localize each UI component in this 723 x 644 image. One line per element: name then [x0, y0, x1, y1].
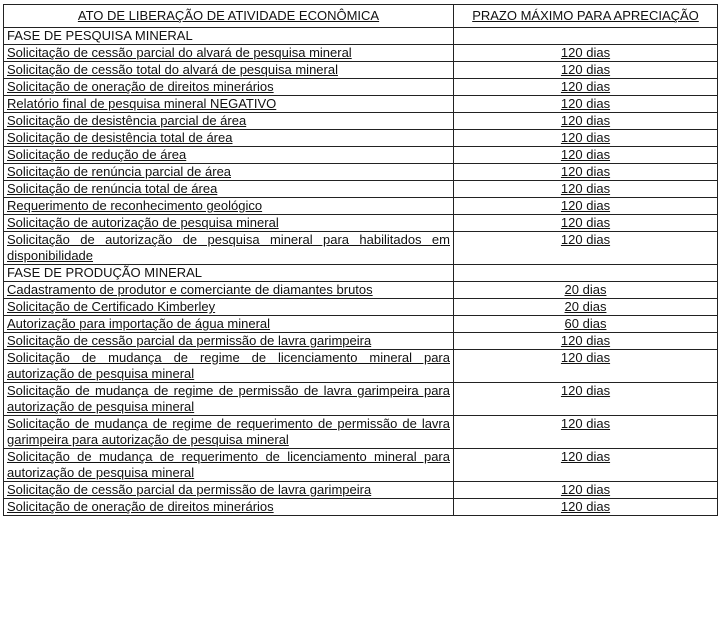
- table-row: [4, 62, 718, 79]
- act-cell: [4, 198, 454, 215]
- deadline-cell: [454, 215, 718, 232]
- act-cell: [4, 350, 454, 383]
- table-row: [4, 282, 718, 299]
- table-header-row: [4, 5, 718, 28]
- deadline-cell: [454, 62, 718, 79]
- deadline-text: 120 dias: [560, 130, 611, 145]
- act-cell: [4, 130, 454, 147]
- table-row: [4, 499, 718, 516]
- act-text: Cadastramento de produtor e comerciante de diamantes brutos: [7, 282, 373, 297]
- deadline-text: 120 dias: [560, 449, 611, 464]
- deadline-text: 120 dias: [560, 215, 611, 230]
- act-cell: [4, 232, 454, 265]
- deadline-text: 120 dias: [560, 383, 611, 398]
- act-text: Solicitação de cessão parcial da permissão de lavra garimpeira: [7, 482, 372, 497]
- deadline-cell: [454, 96, 718, 113]
- act-text: Requerimento de reconhecimento geológico: [7, 198, 263, 213]
- deadline-text: 120 dias: [560, 499, 611, 514]
- deadline-cell: [454, 130, 718, 147]
- act-cell: [4, 316, 454, 333]
- deadline-cell: [454, 198, 718, 215]
- deadline-cell: [454, 282, 718, 299]
- act-cell: [4, 79, 454, 96]
- act-cell: [4, 96, 454, 113]
- act-cell: [4, 45, 454, 62]
- deadline-cell: [454, 482, 718, 499]
- deadline-text: 120 dias: [560, 113, 611, 128]
- document-page: [3, 4, 717, 516]
- table-row: [4, 198, 718, 215]
- deadline-cell: [454, 299, 718, 316]
- act-text: Solicitação de cessão total do alvará de pesquisa mineral: [7, 62, 338, 77]
- deadline-cell: [454, 164, 718, 181]
- deadline-text: 120 dias: [560, 181, 611, 196]
- table-row: [4, 449, 718, 482]
- table-row: [4, 383, 718, 416]
- table-row: [4, 215, 718, 232]
- act-text: Solicitação de renúncia parcial de área: [7, 164, 232, 179]
- deadline-cell: [454, 316, 718, 333]
- deadline-text: 20 dias: [564, 282, 607, 297]
- deadline-text: 20 dias: [564, 299, 607, 314]
- deadline-text: 120 dias: [560, 79, 611, 94]
- section-title-spacer: [454, 28, 718, 45]
- act-cell: [4, 499, 454, 516]
- deadline-text: 120 dias: [560, 45, 611, 60]
- act-text: Solicitação de desistência total de área: [7, 130, 233, 145]
- act-text: Solicitação de autorização de pesquisa mineral: [7, 215, 279, 230]
- table-body: [4, 28, 718, 516]
- act-cell: [4, 449, 454, 482]
- table-row: [4, 147, 718, 164]
- deadline-cell: [454, 147, 718, 164]
- act-cell: [4, 62, 454, 79]
- deadline-text: 120 dias: [560, 482, 611, 497]
- deadline-cell: [454, 232, 718, 265]
- section-header-row: [4, 265, 718, 282]
- act-text: Relatório final de pesquisa mineral NEGATIVO: [7, 96, 277, 111]
- deadline-text: 120 dias: [560, 350, 611, 365]
- act-cell: [4, 282, 454, 299]
- table-row: [4, 113, 718, 130]
- act-text: Solicitação de renúncia total de área: [7, 181, 218, 196]
- deadline-cell: [454, 79, 718, 96]
- act-cell: [4, 164, 454, 181]
- act-cell: [4, 147, 454, 164]
- section-title: FASE DE PESQUISA MINERAL: [4, 28, 454, 45]
- table-row: [4, 96, 718, 113]
- deadline-cell: [454, 333, 718, 350]
- table-row: [4, 416, 718, 449]
- deadline-text: 120 dias: [560, 147, 611, 162]
- act-cell: [4, 333, 454, 350]
- header-act: ATO DE LIBERAÇÃO DE ATIVIDADE ECONÔMICA: [4, 5, 454, 28]
- deadline-cell: [454, 181, 718, 198]
- act-cell: [4, 215, 454, 232]
- deadline-cell: [454, 113, 718, 130]
- deadline-cell: [454, 449, 718, 482]
- act-cell: [4, 181, 454, 198]
- act-text: Solicitação de oneração de direitos minerários: [7, 499, 274, 514]
- deadline-text: 120 dias: [560, 164, 611, 179]
- table-row: [4, 350, 718, 383]
- table-row: [4, 232, 718, 265]
- deadline-table: [3, 4, 718, 516]
- act-text: Autorização para importação de água mineral: [7, 316, 271, 331]
- act-text: Solicitação de oneração de direitos minerários: [7, 79, 274, 94]
- deadline-cell: [454, 416, 718, 449]
- table-row: [4, 482, 718, 499]
- section-title-spacer: [454, 265, 718, 282]
- deadline-text: 120 dias: [560, 333, 611, 348]
- act-text: Solicitação de desistência parcial de área: [7, 113, 247, 128]
- deadline-text: 120 dias: [560, 62, 611, 77]
- deadline-cell: [454, 350, 718, 383]
- table-row: [4, 164, 718, 181]
- table-row: [4, 333, 718, 350]
- act-text: Solicitação de cessão parcial do alvará de pesquisa mineral: [7, 45, 352, 60]
- header-deadline: PRAZO MÁXIMO PARA APRECIAÇÃO: [454, 5, 718, 28]
- act-text: Solicitação de autorização de pesquisa mineral para habilitados em disponibilidade: [7, 232, 450, 263]
- deadline-text: 120 dias: [560, 232, 611, 247]
- act-text: Solicitação de Certificado Kimberley: [7, 299, 216, 314]
- act-cell: [4, 482, 454, 499]
- act-text: Solicitação de mudança de regime de requerimento de permissão de lavra garimpeira para autorização de pesquisa mineral: [7, 416, 450, 447]
- deadline-text: 60 dias: [564, 316, 607, 331]
- deadline-cell: [454, 499, 718, 516]
- section-header-row: [4, 28, 718, 45]
- act-text: Solicitação de redução de área: [7, 147, 187, 162]
- deadline-text: 120 dias: [560, 96, 611, 111]
- act-text: Solicitação de mudança de requerimento de licenciamento mineral para autorização de pesquisa mineral: [7, 449, 450, 480]
- act-text: Solicitação de mudança de regime de permissão de lavra garimpeira para autorização de pesquisa mineral: [7, 383, 450, 414]
- deadline-text: 120 dias: [560, 198, 611, 213]
- table-row: [4, 316, 718, 333]
- table-row: [4, 45, 718, 62]
- deadline-cell: [454, 383, 718, 416]
- act-text: Solicitação de cessão parcial da permissão de lavra garimpeira: [7, 333, 372, 348]
- act-cell: [4, 113, 454, 130]
- deadline-text: 120 dias: [560, 416, 611, 431]
- act-cell: [4, 383, 454, 416]
- act-text: Solicitação de mudança de regime de licenciamento mineral para autorização de pesquisa mineral: [7, 350, 450, 381]
- act-cell: [4, 299, 454, 316]
- deadline-cell: [454, 45, 718, 62]
- table-row: [4, 79, 718, 96]
- table-row: [4, 299, 718, 316]
- act-cell: [4, 416, 454, 449]
- table-row: [4, 181, 718, 198]
- table-row: [4, 130, 718, 147]
- section-title: FASE DE PRODUÇÃO MINERAL: [4, 265, 454, 282]
